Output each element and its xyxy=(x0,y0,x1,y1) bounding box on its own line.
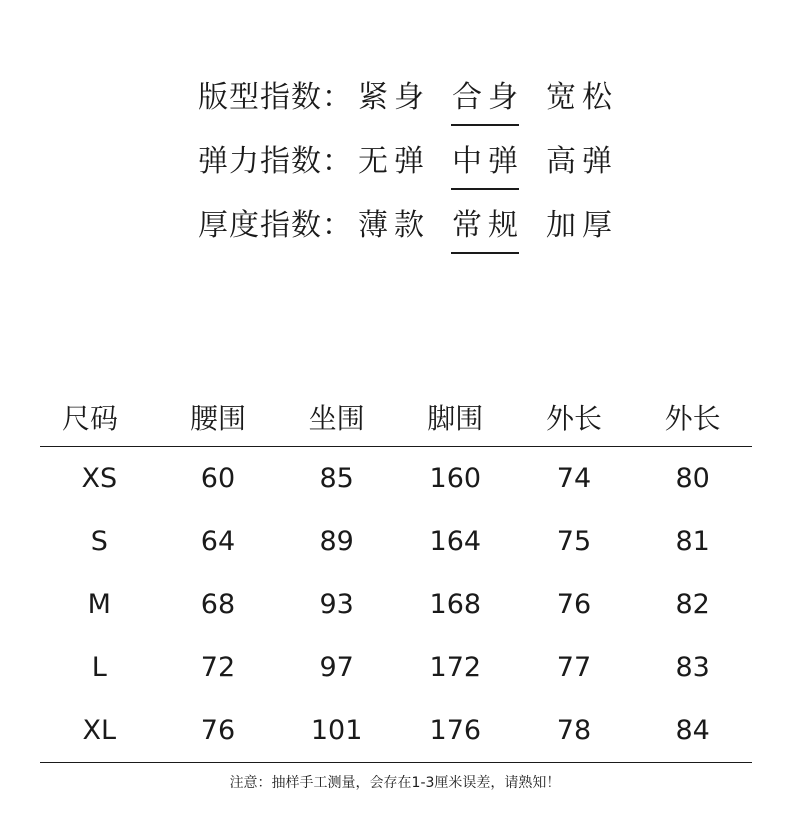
table-cell: 72 xyxy=(200,652,236,683)
table-row xyxy=(40,636,752,699)
table-cell: 80 xyxy=(675,463,710,494)
fit-option-regular: 合身 xyxy=(452,72,546,116)
size-table xyxy=(40,388,752,763)
thickness-index-label: 厚度指数： xyxy=(198,208,353,243)
elasticity-index-row xyxy=(198,134,640,182)
table-cell: 176 xyxy=(396,699,515,763)
thickness-index-row xyxy=(198,198,640,246)
header-outer-length: 外长 xyxy=(515,388,634,447)
fit-option-loose: 宽松 xyxy=(546,80,618,115)
thickness-option-regular: 常规 xyxy=(452,200,546,244)
table-cell: 164 xyxy=(429,526,482,557)
table-row xyxy=(40,573,752,636)
elasticity-option-none: 无弹 xyxy=(358,144,430,179)
table-cell: 85 xyxy=(319,463,354,494)
fit-type-index-row xyxy=(198,70,640,118)
elasticity-option-medium: 中弹 xyxy=(452,136,546,180)
table-cell: 76 xyxy=(556,589,592,620)
fit-option-tight: 紧身 xyxy=(358,80,430,115)
table-cell: 101 xyxy=(277,699,396,763)
table-cell: XS xyxy=(81,463,118,494)
header-leg-opening: 脚围 xyxy=(396,388,515,447)
header-waist: 腰围 xyxy=(159,388,278,447)
table-cell: 82 xyxy=(675,589,710,620)
table-cell: 89 xyxy=(319,526,354,557)
table-cell: XL xyxy=(40,699,159,763)
table-cell: L xyxy=(91,652,107,683)
fit-type-index-label: 版型指数： xyxy=(198,80,353,115)
table-cell: 75 xyxy=(556,526,592,557)
size-chart xyxy=(40,388,752,763)
elasticity-option-high: 高弹 xyxy=(546,144,618,179)
table-cell: 160 xyxy=(429,463,482,494)
table-cell: 77 xyxy=(556,652,592,683)
table-cell: 76 xyxy=(159,699,278,763)
table-cell: 74 xyxy=(556,463,592,494)
thickness-option-thick: 加厚 xyxy=(546,208,618,243)
table-cell: 83 xyxy=(675,652,710,683)
measurement-note: 注意：抽样手工测量，会存在1-3厘米误差，请熟知！ xyxy=(229,775,561,791)
table-cell: 84 xyxy=(633,699,752,763)
table-cell: M xyxy=(87,589,111,620)
header-outer-length-2: 外长 xyxy=(633,388,752,447)
table-cell: 168 xyxy=(429,589,482,620)
table-row xyxy=(40,447,752,511)
table-row xyxy=(40,510,752,573)
table-cell: 78 xyxy=(515,699,634,763)
table-cell: 60 xyxy=(200,463,236,494)
table-header-row xyxy=(40,388,752,447)
table-cell: S xyxy=(90,526,108,557)
table-cell: 64 xyxy=(200,526,236,557)
table-cell: 81 xyxy=(675,526,710,557)
table-row xyxy=(40,699,752,763)
table-cell: 97 xyxy=(319,652,354,683)
fit-index-block xyxy=(198,70,640,262)
header-hip: 坐围 xyxy=(277,388,396,447)
thickness-option-thin: 薄款 xyxy=(358,208,430,243)
table-cell: 172 xyxy=(429,652,482,683)
table-cell: 68 xyxy=(200,589,236,620)
elasticity-index-label: 弹力指数： xyxy=(198,144,353,179)
header-size: 尺码 xyxy=(40,388,159,447)
table-cell: 93 xyxy=(319,589,354,620)
